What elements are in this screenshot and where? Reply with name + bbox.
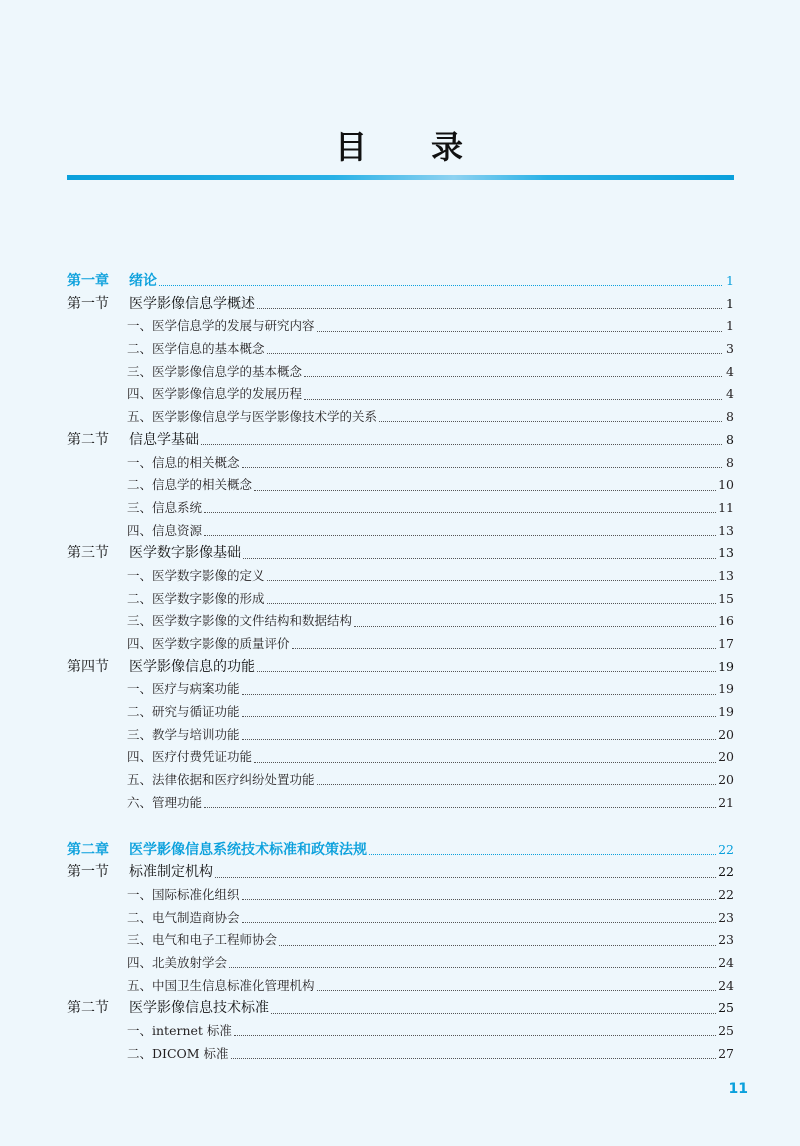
toc-item-label (67, 884, 240, 907)
toc-item[interactable] (67, 633, 734, 656)
leader-dots (201, 443, 722, 445)
page-ref: 8 (726, 454, 734, 470)
page-ref: 1 (726, 295, 734, 311)
section-title: 医学影像信息技术标准 (129, 1000, 269, 1017)
leader-dots (242, 738, 717, 740)
toc-section[interactable] (67, 656, 734, 679)
toc-item-label (67, 474, 252, 497)
page-ref: 22 (718, 841, 734, 857)
item-title: 二、医学数字影像的形成 (127, 590, 265, 606)
item-title: 一、医学信息学的发展与研究内容 (127, 318, 315, 334)
section-title: 信息学基础 (129, 431, 199, 448)
toc-item[interactable] (67, 474, 734, 497)
item-title: 三、电气和电子工程师协会 (127, 932, 278, 948)
page-ref: 8 (726, 409, 734, 425)
page-ref: 13 (718, 522, 734, 538)
section-number: 第三节 (67, 545, 109, 562)
leader-dots (317, 783, 717, 785)
leader-dots (279, 944, 716, 946)
leader-dots (234, 1034, 716, 1036)
toc-item[interactable] (67, 610, 734, 633)
chapter-number: 第一章 (67, 273, 109, 289)
page-ref: 21 (718, 794, 734, 810)
toc-section[interactable] (67, 861, 734, 884)
item-title: 四、医学数字影像的质量评价 (127, 636, 290, 651)
page-ref: 27 (718, 1045, 734, 1061)
toc-item[interactable] (67, 1043, 734, 1066)
toc-item-label (67, 383, 302, 406)
toc-item[interactable] (67, 406, 734, 429)
toc-item-label (67, 701, 240, 724)
section-title: 医学影像信息学概述 (129, 295, 255, 312)
chapter-spacer (67, 815, 734, 839)
page-ref: 3 (726, 341, 734, 357)
leader-dots (369, 853, 716, 855)
page-ref: 13 (718, 545, 734, 561)
toc-item[interactable] (67, 588, 734, 611)
page-ref: 25 (718, 1000, 734, 1016)
toc-item-label (67, 792, 202, 815)
page-ref: 24 (718, 977, 734, 993)
item-title: 五、法律依据和医疗纠纷处置功能 (127, 772, 315, 788)
toc-item-label (67, 315, 315, 338)
item-title: 四、信息资源 (127, 522, 203, 538)
leader-dots (292, 647, 717, 649)
toc-item-label (67, 907, 240, 930)
toc-item[interactable] (67, 769, 734, 792)
item-title: 一、国际标准化组织 (127, 886, 240, 902)
toc-item[interactable] (67, 383, 734, 406)
leader-dots (204, 806, 716, 808)
leader-dots (242, 466, 722, 468)
toc-item[interactable] (67, 452, 734, 475)
toc-item-label (67, 520, 202, 543)
item-title: 三、医学数字影像的文件结构和数据结构 (127, 613, 353, 629)
title-rule (67, 175, 734, 180)
toc-item[interactable] (67, 520, 734, 543)
leader-dots (204, 534, 716, 536)
leader-dots (271, 1012, 716, 1014)
leader-dots (242, 921, 717, 923)
leader-dots (379, 420, 722, 422)
leader-dots (243, 557, 716, 559)
toc-chapter-label (67, 270, 157, 293)
toc-item-label (67, 769, 315, 792)
item-title: 四、医学影像信息学的发展历程 (127, 386, 303, 402)
section-number: 第一节 (67, 864, 109, 881)
toc-item-label (67, 588, 265, 611)
section-number: 第二节 (67, 431, 109, 448)
leader-dots (254, 761, 716, 763)
page-ref: 24 (718, 954, 734, 970)
section-title: 标准制定机构 (129, 864, 213, 881)
leader-dots (242, 715, 717, 717)
leader-dots (257, 307, 722, 309)
chapter-title: 医学影像信息系统技术标准和政策法规 (129, 841, 367, 858)
toc-section[interactable] (67, 293, 734, 316)
page-ref: 10 (718, 477, 734, 493)
toc-chapter-label (67, 839, 367, 862)
page-number: 11 (728, 1081, 748, 1097)
chapter-number: 第二章 (67, 841, 109, 858)
toc-chapter[interactable] (67, 839, 734, 862)
item-title: 一、医学数字影像的定义 (127, 567, 265, 583)
leader-dots (267, 352, 722, 354)
toc-item[interactable] (67, 724, 734, 747)
section-number: 第一节 (67, 295, 109, 312)
toc-item-label (67, 678, 240, 701)
section-title: 医学影像信息的功能 (129, 658, 255, 675)
toc-section-label (67, 997, 269, 1020)
toc-section[interactable] (67, 997, 734, 1020)
toc-item[interactable] (67, 746, 734, 769)
toc-item[interactable] (67, 315, 734, 338)
toc-item[interactable] (67, 907, 734, 930)
toc-section[interactable] (67, 542, 734, 565)
leader-dots (231, 1057, 717, 1059)
toc-item-label (67, 565, 265, 588)
toc-item-label (67, 406, 377, 429)
leader-dots (242, 898, 717, 900)
leader-dots (267, 602, 717, 604)
leader-dots (215, 876, 716, 878)
leader-dots (242, 693, 717, 695)
section-number: 第四节 (67, 658, 109, 675)
toc-item[interactable] (67, 1020, 734, 1043)
leader-dots (257, 670, 716, 672)
toc-item-label (67, 338, 265, 361)
leader-dots (304, 375, 722, 377)
page-title-right: 录 (431, 128, 466, 166)
page-ref: 8 (726, 431, 734, 447)
page-title-left: 目 (334, 128, 369, 166)
item-title: 二、研究与循证功能 (127, 704, 240, 720)
page-ref: 15 (718, 590, 734, 606)
toc-item-label (67, 1020, 232, 1043)
page-ref: 23 (718, 932, 734, 948)
page-ref: 22 (718, 864, 734, 880)
toc-item[interactable] (67, 338, 734, 361)
toc-item[interactable] (67, 497, 734, 520)
page-ref: 20 (718, 772, 734, 788)
toc-chapter[interactable] (67, 270, 734, 293)
toc-item-label (67, 724, 240, 747)
page-title (0, 122, 800, 168)
page-ref: 1 (726, 318, 734, 334)
page-ref: 20 (718, 726, 734, 742)
item-title: 五、中国卫生信息标准化管理机构 (127, 977, 315, 993)
item-title: 二、电气制造商协会 (127, 909, 240, 925)
toc-item[interactable] (67, 929, 734, 952)
page-ref: 20 (718, 749, 734, 765)
leader-dots (354, 625, 716, 627)
leader-dots (317, 989, 717, 991)
chapter-title: 绪论 (129, 273, 157, 289)
leader-dots (159, 284, 722, 286)
item-title: 一、医疗与病案功能 (127, 681, 240, 697)
toc-item-label (67, 929, 277, 952)
item-title: 四、医疗付费凭证功能 (127, 749, 253, 765)
toc-item-label (67, 361, 302, 384)
item-title: 五、医学影像信息学与医学影像技术学的关系 (127, 409, 378, 425)
toc-section-label (67, 429, 199, 452)
toc-item[interactable] (67, 884, 734, 907)
toc-section-label (67, 293, 255, 316)
toc-item[interactable] (67, 361, 734, 384)
page-ref: 4 (726, 386, 734, 402)
leader-dots (317, 330, 722, 332)
toc-section-label (67, 542, 241, 565)
toc-section-label (67, 656, 255, 679)
page-ref: 23 (718, 909, 734, 925)
page-ref: 11 (718, 499, 734, 515)
item-title: 六、管理功能 (127, 794, 203, 810)
item-title: 二、信息学的相关概念 (127, 477, 253, 493)
page-ref: 19 (718, 704, 734, 720)
toc-item[interactable] (67, 952, 734, 975)
table-of-contents (67, 270, 734, 1065)
page-ref: 17 (718, 636, 734, 651)
page-ref: 1 (726, 273, 734, 288)
section-number: 第二节 (67, 1000, 109, 1017)
toc-section[interactable] (67, 429, 734, 452)
leader-dots (304, 398, 722, 400)
item-title: 三、教学与培训功能 (127, 726, 240, 742)
page-ref: 25 (718, 1023, 734, 1038)
leader-dots (254, 489, 716, 491)
section-title: 医学数字影像基础 (129, 545, 241, 562)
page-ref: 19 (718, 658, 734, 674)
toc-item-label (67, 952, 227, 975)
leader-dots (204, 511, 716, 513)
toc-item[interactable] (67, 565, 734, 588)
page-ref: 13 (718, 567, 734, 583)
page-ref: 19 (718, 681, 734, 697)
item-title: 二、医学信息的基本概念 (127, 341, 265, 357)
toc-item[interactable] (67, 678, 734, 701)
toc-item-label (67, 452, 240, 475)
toc-item[interactable] (67, 975, 734, 998)
toc-section-label (67, 861, 213, 884)
item-title: 一、internet 标准 (127, 1023, 232, 1038)
toc-item-label (67, 746, 252, 769)
leader-dots (229, 966, 716, 968)
item-title: 一、信息的相关概念 (127, 454, 240, 470)
toc-item[interactable] (67, 701, 734, 724)
leader-dots (267, 579, 717, 581)
toc-item-label (67, 975, 315, 998)
page-ref: 4 (726, 363, 734, 379)
toc-item[interactable] (67, 792, 734, 815)
item-title: 三、信息系统 (127, 499, 203, 515)
page-ref: 16 (718, 613, 734, 629)
item-title: 二、DICOM 标准 (127, 1045, 229, 1061)
item-title: 四、北美放射学会 (127, 954, 228, 970)
toc-item-label (67, 610, 352, 633)
toc-item-label (67, 497, 202, 520)
toc-item-label (67, 1043, 229, 1066)
page-ref: 22 (718, 886, 734, 902)
toc-item-label (67, 633, 290, 656)
item-title: 三、医学影像信息学的基本概念 (127, 363, 303, 379)
